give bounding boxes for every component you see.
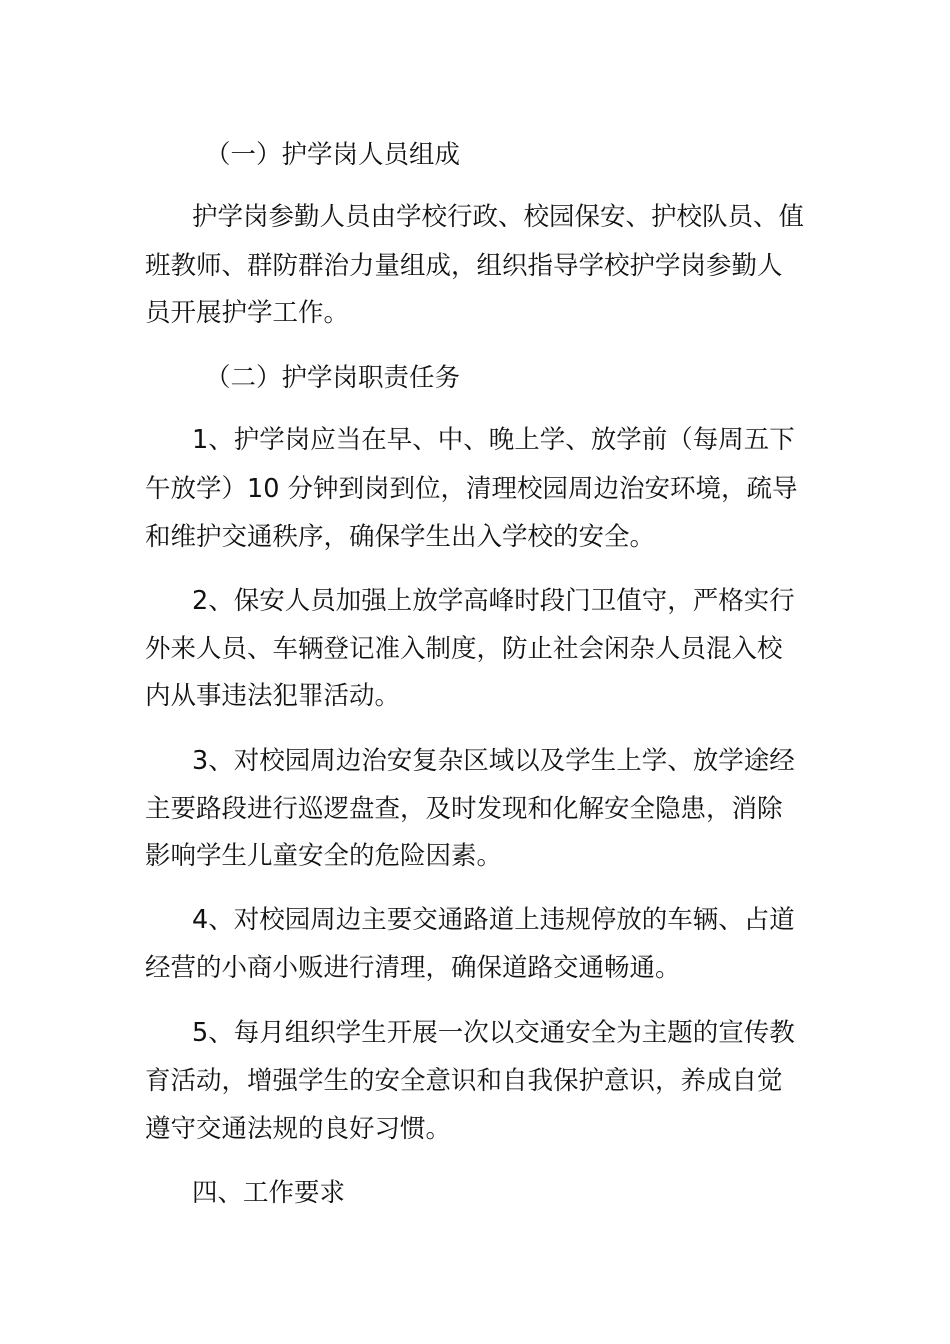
- section-heading-3: 四、工作要求: [192, 1178, 346, 1208]
- list-item-line: 外来人员、车辆登记准入制度，防止社会闲杂人员混入校: [145, 634, 783, 664]
- list-item-line: 3、对校园周边治安复杂区域以及学生上学、放学途经: [192, 746, 795, 776]
- list-item-line: 内从事违法犯罪活动。: [145, 681, 401, 711]
- list-item-line: 影响学生儿童安全的危险因素。: [145, 841, 503, 871]
- list-item-line: 5、每月组织学生开展一次以交通安全为主题的宣传教: [192, 1018, 795, 1048]
- list-item-line: 主要路段进行巡逻盘查，及时发现和化解安全隐患，消除: [145, 794, 783, 824]
- list-item-line: 2、保安人员加强上放学高峰时段门卫值守，严格实行: [192, 586, 795, 616]
- list-item-line: 育活动，增强学生的安全意识和自我保护意识，养成自觉: [145, 1066, 783, 1096]
- list-item-line: 和维护交通秩序，确保学生出入学校的安全。: [145, 522, 656, 552]
- paragraph-line: 班教师、群防群治力量组成，组织指导学校护学岗参勤人: [145, 251, 783, 281]
- paragraph-line: 员开展护学工作。: [145, 298, 350, 328]
- list-item-line: 午放学）10 分钟到岗到位，清理校园周边治安环境，疏导: [145, 474, 798, 504]
- list-item-line: 1、护学岗应当在早、中、晚上学、放学前（每周五下: [192, 425, 795, 455]
- section-heading-2: （二）护学岗职责任务: [205, 363, 461, 393]
- list-item-line: 经营的小商小贩进行清理，确保道路交通畅通。: [145, 953, 681, 983]
- list-item-line: 4、对校园周边主要交通路道上违规停放的车辆、占道: [192, 905, 795, 935]
- paragraph-line: 护学岗参勤人员由学校行政、校园保安、护校队员、值: [192, 202, 805, 232]
- list-item-line: 遵守交通法规的良好习惯。: [145, 1114, 452, 1144]
- section-heading-1: （一）护学岗人员组成: [205, 140, 461, 170]
